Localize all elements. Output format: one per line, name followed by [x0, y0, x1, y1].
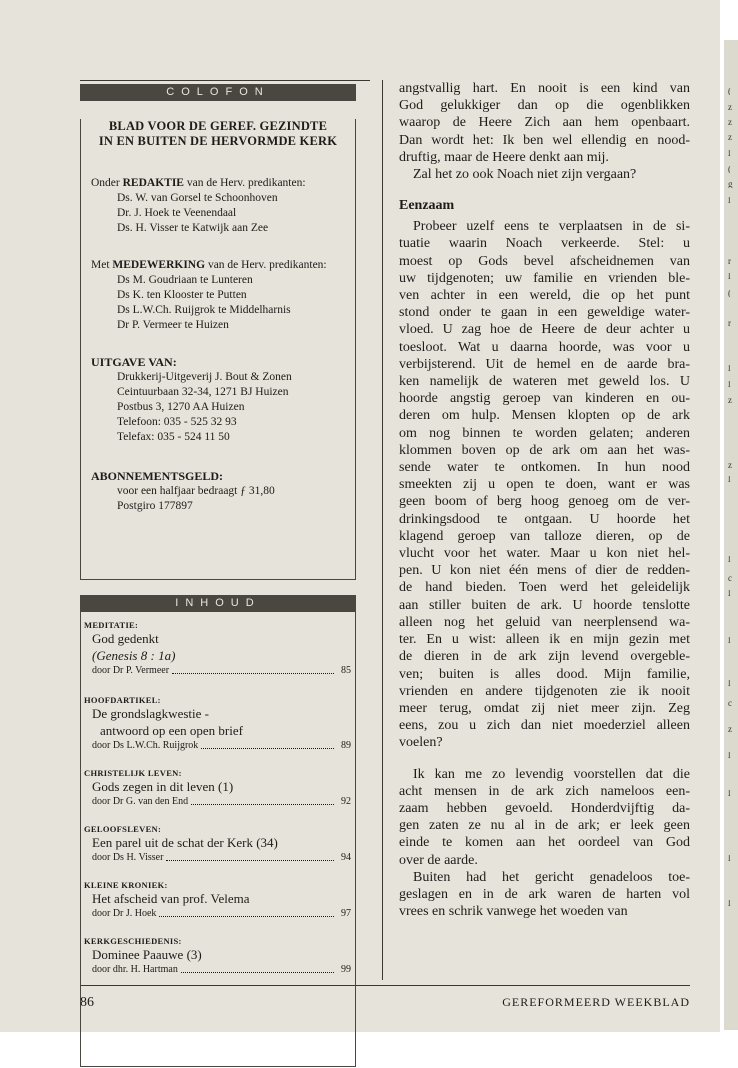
article-line: Buiten had het gericht genadeloos toe-: [413, 869, 690, 885]
next-page-letter: r: [728, 320, 731, 327]
medewerking-intro: [91, 258, 355, 273]
redaktie-section: [81, 176, 355, 236]
article-line: smeekten zij u open te doen, want er was: [399, 477, 690, 493]
article-line: klommen boven op de ark om aan het was-: [399, 442, 690, 458]
toc-leader-dots: [159, 907, 334, 917]
next-page-letter: l: [728, 150, 731, 157]
article-line: pen. U kon niet één mens of dier de redden-: [399, 563, 690, 579]
next-page-letter: c: [728, 575, 732, 582]
article-line: ter. En u wist: alleen ik en mijn gezin met: [399, 632, 690, 648]
toc-author-line: [92, 664, 355, 677]
article-line: klagend geroep van talloze dieren, op de: [399, 528, 690, 544]
next-page-letter: l: [728, 381, 731, 388]
article-line: geslagen en in de ark waren de harten vol: [399, 886, 690, 902]
medewerking-intro-pre: Met: [91, 259, 110, 271]
article-line: zaam hebben gevoeld. Honderdvijftig da-: [399, 800, 690, 816]
toc-page: 85: [341, 665, 351, 676]
toc-title: Een parel uit de schat der Kerk (34): [92, 835, 278, 850]
article-line: vloed. U zag hoe de Heere de deur achter u: [399, 322, 690, 338]
inhoud-header: INHOUD: [80, 595, 356, 612]
toc-title: De grondslagkwestie -: [92, 706, 209, 721]
article-line: vlucht voor het water. Maar u kon niet hel-: [399, 546, 690, 562]
left-column: [80, 84, 356, 1067]
section-heading: Eenzaam: [399, 198, 455, 214]
next-page-letter: z: [728, 119, 732, 126]
toc-title: Gods zegen in dit leven (1): [92, 779, 234, 794]
article-line: aan stiller buiten de ark. U hoorde tenslotte: [399, 597, 690, 613]
publisher-line: Ceintuurbaan 32-34, 1271 BJ Huizen: [117, 386, 289, 398]
toc-author-line: [92, 739, 355, 752]
inhoud-box: [80, 612, 356, 1067]
next-page-letter: g: [728, 181, 733, 188]
toc-page: 99: [341, 964, 351, 975]
next-page-letter: l: [728, 365, 731, 372]
toc-entry: [81, 620, 355, 677]
article-line: verbijsterend. Uit de hemel en de aarde bra-: [399, 356, 690, 372]
redaktie-intro-post: van de Herv. predikanten:: [186, 177, 306, 189]
article-line: over de aarde.: [399, 852, 478, 868]
page-number: 86: [80, 995, 94, 1010]
contributor-name: Ds M. Goudriaan te Lunteren: [117, 274, 253, 286]
toc-title: Dominee Paauwe (3): [92, 947, 202, 962]
article-line: voelen?: [399, 735, 443, 751]
toc-author-line: [92, 795, 355, 808]
article-line: God gelukkiger dan op die ogenblikken: [399, 98, 690, 114]
article-line: ven achter in een wereld, die op het punt: [399, 288, 690, 304]
article-line: einde te komen aan het oordeel van God: [399, 835, 690, 851]
publisher-line: Postbus 3, 1270 AA Huizen: [117, 401, 245, 413]
toc-category: KLEINE KRONIEK:: [84, 880, 168, 890]
next-page-letter: l: [728, 680, 731, 687]
blad-title: [81, 119, 355, 149]
editor-name: Dr. J. Hoek te Veenendaal: [117, 207, 237, 219]
toc-leader-dots: [166, 851, 334, 861]
toc-author-line: [92, 963, 355, 976]
next-page-letter: z: [728, 397, 732, 404]
toc-title-cont: antwoord op een open brief: [100, 723, 243, 738]
colofon-box: [80, 119, 356, 580]
next-page-letter: l: [728, 197, 731, 204]
publisher-line: Drukkerij-Uitgeverij J. Bout & Zonen: [117, 371, 292, 383]
blad-title-line2: IN EN BUITEN DE HERVORMDE KERK: [98, 134, 338, 148]
next-page-letter: l: [728, 855, 731, 862]
medewerking-intro-post: van de Herv. predikanten:: [207, 259, 327, 271]
editor-name: Ds. W. van Gorsel te Schoonhoven: [117, 192, 278, 204]
article-paragraph: Zal het zo ook Noach niet zijn vergaan?: [413, 167, 637, 183]
article-line: drinkingsdood te ontgaan. U hoorde het: [399, 511, 690, 527]
medewerking-section: [81, 258, 355, 333]
article-line: Dan wordt het: Ik ben wel ellendig en nood-: [399, 132, 690, 148]
toc-entry: [81, 824, 355, 864]
toc-page: 89: [341, 740, 351, 751]
article-line: eens, zou u zich dan niet moederziel alleen: [399, 718, 690, 734]
toc-category: CHRISTELIJK LEVEN:: [84, 768, 182, 778]
next-page-letter: z: [728, 134, 732, 141]
article-line: deren om hulp. Mensen klopten op de ark: [399, 408, 690, 424]
toc-author: door Dr P. Vermeer: [92, 665, 170, 676]
toc-category: HOOFDARTIKEL:: [84, 695, 161, 705]
next-page-letter: l: [728, 556, 731, 563]
next-page-letter: l: [728, 637, 731, 644]
toc-category: GELOOFSLEVEN:: [84, 824, 162, 834]
toc-page: 92: [341, 796, 351, 807]
contributor-name: Ds L.W.Ch. Ruijgrok te Middelharnis: [117, 304, 291, 316]
toc-category: MEDITATIE:: [84, 620, 139, 630]
toc-author-line: [92, 907, 355, 920]
next-page-letter: (: [728, 88, 731, 95]
article-line: toesloot. Wat u daarna hoorde, was voor u: [399, 339, 690, 355]
article-line: geen boom of berg hoog genoeg om de ver-: [399, 494, 690, 510]
uitgave-section: [81, 355, 355, 445]
publisher-line: Telefax: 035 - 524 11 50: [117, 431, 230, 443]
page-top-rule: [80, 80, 370, 81]
article-line: acht mensen in de ark zich nameloos een-: [399, 783, 690, 799]
article-paragraph: [399, 766, 690, 869]
article-column: [399, 80, 690, 920]
article-line: hoorde angstig geroep van kinderen en ou-: [399, 391, 690, 407]
toc-title: Het afscheid van prof. Velema: [92, 891, 250, 906]
article-line: Probeer uzelf eens te verplaatsen in de si-: [413, 219, 690, 235]
medewerking-label: MEDEWERKING: [112, 259, 206, 271]
article-line: vrienden en andere tijdgenoten zie ik nooit: [399, 683, 690, 699]
toc-entry: [81, 936, 355, 976]
next-page-letter: l: [728, 752, 731, 759]
article-line: waarop de Heere Zich aan hem openbaart.: [399, 115, 690, 131]
redaktie-label: REDAKTIE: [122, 177, 184, 189]
article-line: Ik kan me zo levendig voorstellen dat die: [413, 766, 690, 782]
colofon-header: COLOFON: [80, 84, 356, 101]
next-page-letter: (: [728, 166, 731, 173]
abonnement-section: [81, 469, 355, 514]
toc-leader-dots: [172, 664, 334, 674]
redaktie-intro-pre: Onder: [91, 177, 120, 189]
article-line: uw tijdgenoten; uw familie en vrienden ble-: [399, 270, 690, 286]
next-page-edge: [724, 40, 738, 1030]
next-page-letter: l: [728, 590, 731, 597]
next-page-letter: z: [728, 726, 732, 733]
article-line: moest op Gods bevel afscheidnemen van: [399, 253, 690, 269]
toc-leader-dots: [181, 963, 334, 973]
article-line: gen zaten ze nu al in de ark; er leek geen: [399, 818, 690, 834]
toc-title: God gedenkt: [92, 631, 159, 646]
toc-author: door Dr G. van den End: [92, 796, 189, 807]
column-divider: [382, 80, 383, 980]
next-page-letter: r: [728, 258, 731, 265]
next-page-letter: l: [728, 273, 731, 280]
next-page-letter: l: [728, 790, 731, 797]
article-line: de hand bieden. Toen werd het geleidelijk: [399, 580, 690, 596]
article-line: vrees en schrik vanwege het woeden van: [399, 904, 628, 920]
article-line: ven; buiten is alles dood. Mijn familie,: [399, 666, 690, 682]
contributor-name: Ds K. ten Klooster te Putten: [117, 289, 247, 301]
article-line: sende water te ontkomen. In hun nood: [399, 460, 690, 476]
toc-author: door Ds H. Visser: [92, 852, 164, 863]
uitgave-heading: UITGAVE VAN:: [91, 355, 177, 369]
article-line: alleen nog het geluid van neerplensend wa-: [399, 614, 690, 630]
running-footer: GEREFORMEERD WEEKBLAD: [502, 995, 690, 1009]
next-page-letter: c: [728, 700, 732, 707]
article-line: druftig, maar de Heere denkt aan mij.: [399, 149, 609, 165]
article-paragraph: [399, 218, 690, 751]
toc-page: 97: [341, 908, 351, 919]
next-page-letter: z: [728, 104, 732, 111]
article-line: angstvallig hart. En nooit is een kind van: [399, 81, 690, 96]
toc-entry: [81, 695, 355, 752]
toc-author: door Ds L.W.Ch. Ruijgrok: [92, 740, 199, 751]
toc-subtitle: (Genesis 8 : 1a): [92, 648, 176, 663]
abonnement-heading: ABONNEMENTSGELD:: [91, 469, 224, 483]
editor-name: Ds. H. Visser te Katwijk aan Zee: [117, 222, 269, 234]
subscription-line: Postgiro 177897: [117, 500, 193, 512]
toc-leader-dots: [191, 795, 334, 805]
article-line: stond onder te gaan in een geweldige water-: [399, 305, 690, 321]
toc-author: door Dr J. Hoek: [92, 908, 157, 919]
toc-entry: [81, 768, 355, 808]
subscription-line: voor een halfjaar bedraagt ƒ 31,80: [117, 485, 275, 497]
article-paragraph: [399, 869, 690, 921]
toc-author: door dhr. H. Hartman: [92, 964, 178, 975]
toc-page: 94: [341, 852, 351, 863]
article-line: meer terug, omdat zij niet meer zijn. Zeg: [399, 700, 690, 716]
blad-title-line1: BLAD VOOR DE GEREF. GEZINDTE: [108, 119, 328, 133]
toc-author-line: [92, 851, 355, 864]
toc-leader-dots: [201, 739, 334, 749]
redaktie-intro: [91, 176, 355, 191]
article-line: tuatie waarin Noach verkeerde. Stel: u: [399, 236, 690, 252]
next-page-letter: l: [728, 900, 731, 907]
toc-entry: [81, 880, 355, 920]
article-line: om nog binnen te worden gelaten; anderen: [399, 425, 690, 441]
next-page-letter: (: [728, 290, 731, 297]
article-line: ken namelijk de wateren met geweld los. U: [399, 374, 690, 390]
toc-category: KERKGESCHIEDENIS:: [84, 936, 182, 946]
next-page-letter: z: [728, 462, 732, 469]
next-page-letter: l: [728, 476, 731, 483]
article-paragraph: [399, 80, 690, 166]
contributor-name: Dr P. Vermeer te Huizen: [117, 319, 229, 331]
publisher-line: Telefoon: 035 - 525 32 93: [117, 416, 237, 428]
article-line: de dieren in de ark zijn levend overgeble-: [399, 649, 690, 665]
